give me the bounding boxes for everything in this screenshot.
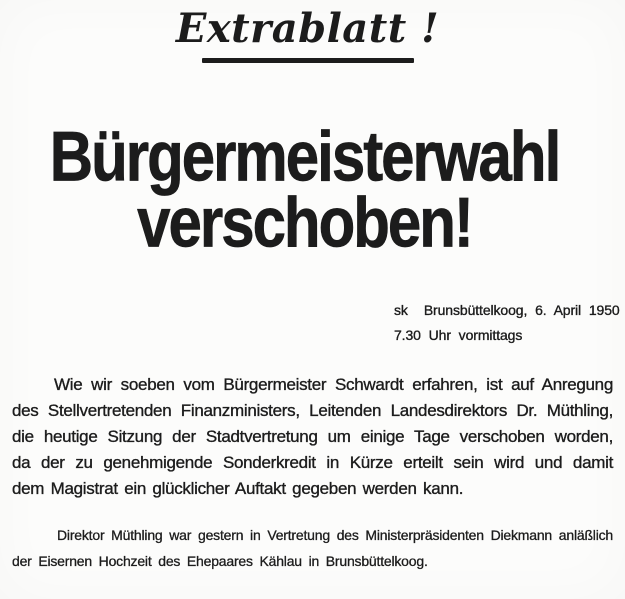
headline-line-1: Bürgermeisterwahl <box>49 116 560 196</box>
footnote-line: Direktor Müthling war gestern in Vertretung des Ministerpräsidenten Diekmann anläßlich <box>57 527 613 543</box>
masthead-underline-rule <box>202 58 414 63</box>
headline-line-2: verschoben! <box>137 183 472 263</box>
dateline-location-date: Brunsbüttelkoog, 6. April 1950 <box>423 302 620 318</box>
article-line: des Stellvertretenden Finanzministers, Leitenden Landesdirektors Dr. Müthling, <box>12 401 613 420</box>
dateline-row-1 <box>394 298 620 323</box>
article-line: dem Magistrat ein glücklicher Auftakt gegeben werden kann. <box>12 479 464 498</box>
article-line: Wie wir soeben vom Bürgermeister Schwardt erfahren, ist auf Anregung <box>54 375 613 394</box>
dateline-time: 7.30 Uhr vormittags <box>394 327 523 343</box>
masthead <box>0 2 620 63</box>
masthead-title: Extrablatt ! <box>175 5 440 52</box>
article-line: da der zu genehmigende Sonderkredit in Kürze erteilt sein wird und damit <box>12 453 613 472</box>
article-line: die heutige Sitzung der Stadtvertretung um einige Tage verschoben worden, <box>12 427 613 446</box>
headline <box>0 116 617 263</box>
byline-initials: sk <box>394 302 408 318</box>
footnote-line: der Eisernen Hochzeit des Ehepaares Kählau in Brunsbüttelkoog. <box>12 552 428 569</box>
article-body <box>12 372 613 502</box>
footnote-paragraph <box>12 523 613 574</box>
dateline <box>394 298 620 348</box>
